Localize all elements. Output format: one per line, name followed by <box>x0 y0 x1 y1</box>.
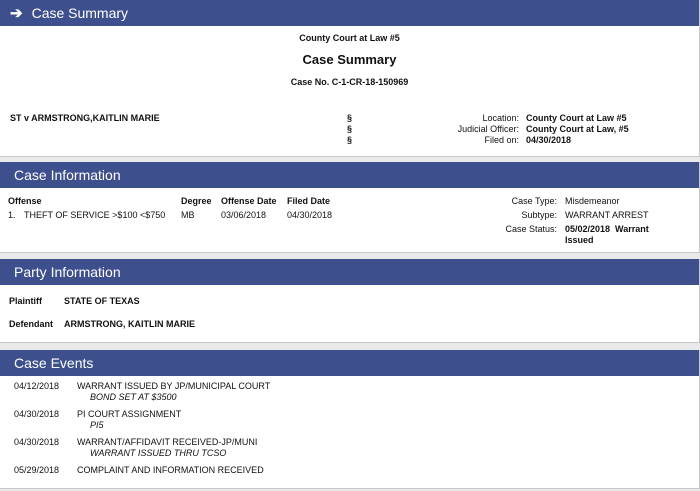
case-status-value-cont: Issued <box>565 235 594 245</box>
event-date: 05/29/2018 <box>14 465 60 475</box>
location-value: County Court at Law #5 <box>526 113 627 123</box>
case-information-section <box>0 162 700 253</box>
event-description: WARRANT ISSUED BY JP/MUNICIPAL COURT <box>77 381 271 391</box>
degree-column-header: Degree <box>181 196 212 206</box>
event-description: PI COURT ASSIGNMENT <box>77 409 182 419</box>
event-description: WARRANT/AFFIDAVIT RECEIVED-JP/MUNI <box>77 437 258 447</box>
event-date: 04/30/2018 <box>14 437 60 447</box>
event-date: 04/12/2018 <box>14 381 60 391</box>
section-mark-3: § <box>347 135 353 145</box>
subtype-value: WARRANT ARREST <box>565 210 649 220</box>
case-summary-header-label: Case Summary <box>31 5 129 21</box>
case-events-header[interactable] <box>0 350 699 376</box>
offense-date: 03/06/2018 <box>221 210 267 220</box>
event-description: COMPLAINT AND INFORMATION RECEIVED <box>77 465 264 475</box>
event-detail: BOND SET AT $3500 <box>90 392 177 402</box>
plaintiff-label: Plaintiff <box>9 296 42 306</box>
section-mark-1: § <box>347 113 353 123</box>
case-number: Case No. C-1-CR-18-150969 <box>290 77 409 87</box>
section-mark-2: § <box>347 124 353 134</box>
defendant-label: Defendant <box>9 319 54 329</box>
case-style: ST v ARMSTRONG,KAITLIN MARIE <box>10 113 160 123</box>
filed-on-label: Filed on: <box>484 135 519 145</box>
offense-column-header: Offense <box>8 196 42 206</box>
location-label: Location: <box>482 113 519 123</box>
event-detail: PI5 <box>90 420 104 430</box>
case-events-section <box>0 350 700 489</box>
defendant-value: ARMSTRONG, KAITLIN MARIE <box>64 319 195 329</box>
party-information-section <box>0 259 700 343</box>
judicial-officer-label: Judicial Officer: <box>457 124 519 134</box>
event-date: 04/30/2018 <box>14 409 60 419</box>
case-summary-header[interactable] <box>0 0 699 26</box>
offense-degree: MB <box>181 210 195 220</box>
offense-row-number: 1. <box>8 210 16 220</box>
event-detail: WARRANT ISSUED THRU TCSO <box>90 448 227 458</box>
filed-date-column-header: Filed Date <box>287 196 331 206</box>
arrow-right-icon: ➔ <box>10 5 23 22</box>
case-events-header-label: Case Events <box>14 355 94 371</box>
judicial-officer-value: County Court at Law, #5 <box>526 124 629 134</box>
case-summary-section <box>0 0 700 157</box>
subtype-label: Subtype: <box>521 210 557 220</box>
case-information-header-label: Case Information <box>14 167 121 183</box>
page-title: Case Summary <box>302 52 397 67</box>
plaintiff-value: STATE OF TEXAS <box>64 296 140 306</box>
court-name: County Court at Law #5 <box>299 33 400 43</box>
case-status-label: Case Status: <box>505 224 557 234</box>
case-type-label: Case Type: <box>511 196 557 206</box>
offense-filed-date: 04/30/2018 <box>287 210 333 220</box>
party-information-header-label: Party Information <box>14 264 121 280</box>
party-information-header[interactable] <box>0 259 699 285</box>
case-status-value: 05/02/2018 Warrant <box>565 224 649 234</box>
offense-date-column-header: Offense Date <box>221 196 277 206</box>
offense-name: THEFT OF SERVICE >$100 <$750 <box>24 210 166 220</box>
case-information-header[interactable] <box>0 162 699 188</box>
filed-on-value: 04/30/2018 <box>526 135 572 145</box>
case-type-value: Misdemeanor <box>565 196 620 206</box>
